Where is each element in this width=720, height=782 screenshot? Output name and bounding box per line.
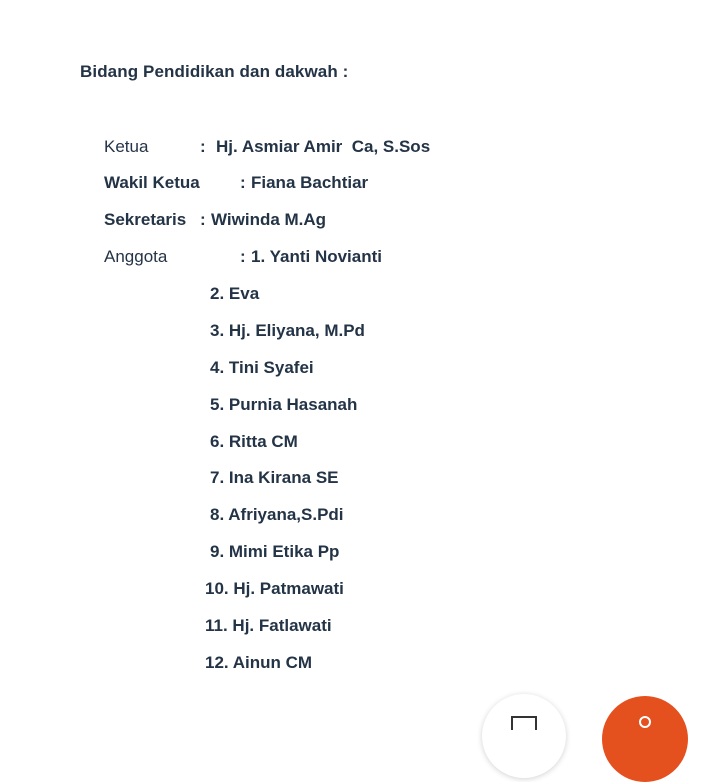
sekretaris-separator: : <box>200 210 206 229</box>
member-item-8: 8. Afriyana,S.Pdi <box>210 505 344 524</box>
sekretaris-name: Wiwinda M.Ag <box>211 210 327 229</box>
sekretaris-label: Sekretaris <box>104 210 187 229</box>
member-item-4: 4. Tini Syafei <box>210 358 314 377</box>
wakil-ketua-name: Fiana Bachtiar <box>251 173 369 192</box>
member-item-10: 10. Hj. Patmawati <box>205 579 344 598</box>
member-item-7: 7. Ina Kirana SE <box>210 468 339 487</box>
member-item-9: 9. Mimi Etika Pp <box>210 542 340 561</box>
bookmark-button[interactable] <box>482 694 566 778</box>
ketua-name: Hj. Asmiar Amir Ca, S.Sos <box>216 137 431 156</box>
anggota-separator: : <box>240 247 246 266</box>
section-heading: Bidang Pendidikan dan dakwah : <box>80 62 349 81</box>
member-item-12: 12. Ainun CM <box>205 653 313 672</box>
member-item-6: 6. Ritta CM <box>210 432 298 451</box>
member-item-1: 1. Yanti Novianti <box>251 247 383 266</box>
wakil-ketua-separator: : <box>240 173 246 192</box>
member-item-11: 11. Hj. Fatlawati <box>205 616 332 635</box>
ketua-separator: : <box>200 137 206 156</box>
member-item-2: 2. Eva <box>210 284 260 303</box>
member-item-3: 3. Hj. Eliyana, M.Pd <box>210 321 365 340</box>
search-icon <box>639 716 651 728</box>
member-item-5: 5. Purnia Hasanah <box>210 395 358 414</box>
bookmark-icon <box>511 716 537 730</box>
ketua-label: Ketua <box>104 137 149 156</box>
wakil-ketua-label: Wakil Ketua <box>104 173 200 192</box>
anggota-label: Anggota <box>104 247 168 266</box>
search-fab-button[interactable] <box>602 696 688 782</box>
